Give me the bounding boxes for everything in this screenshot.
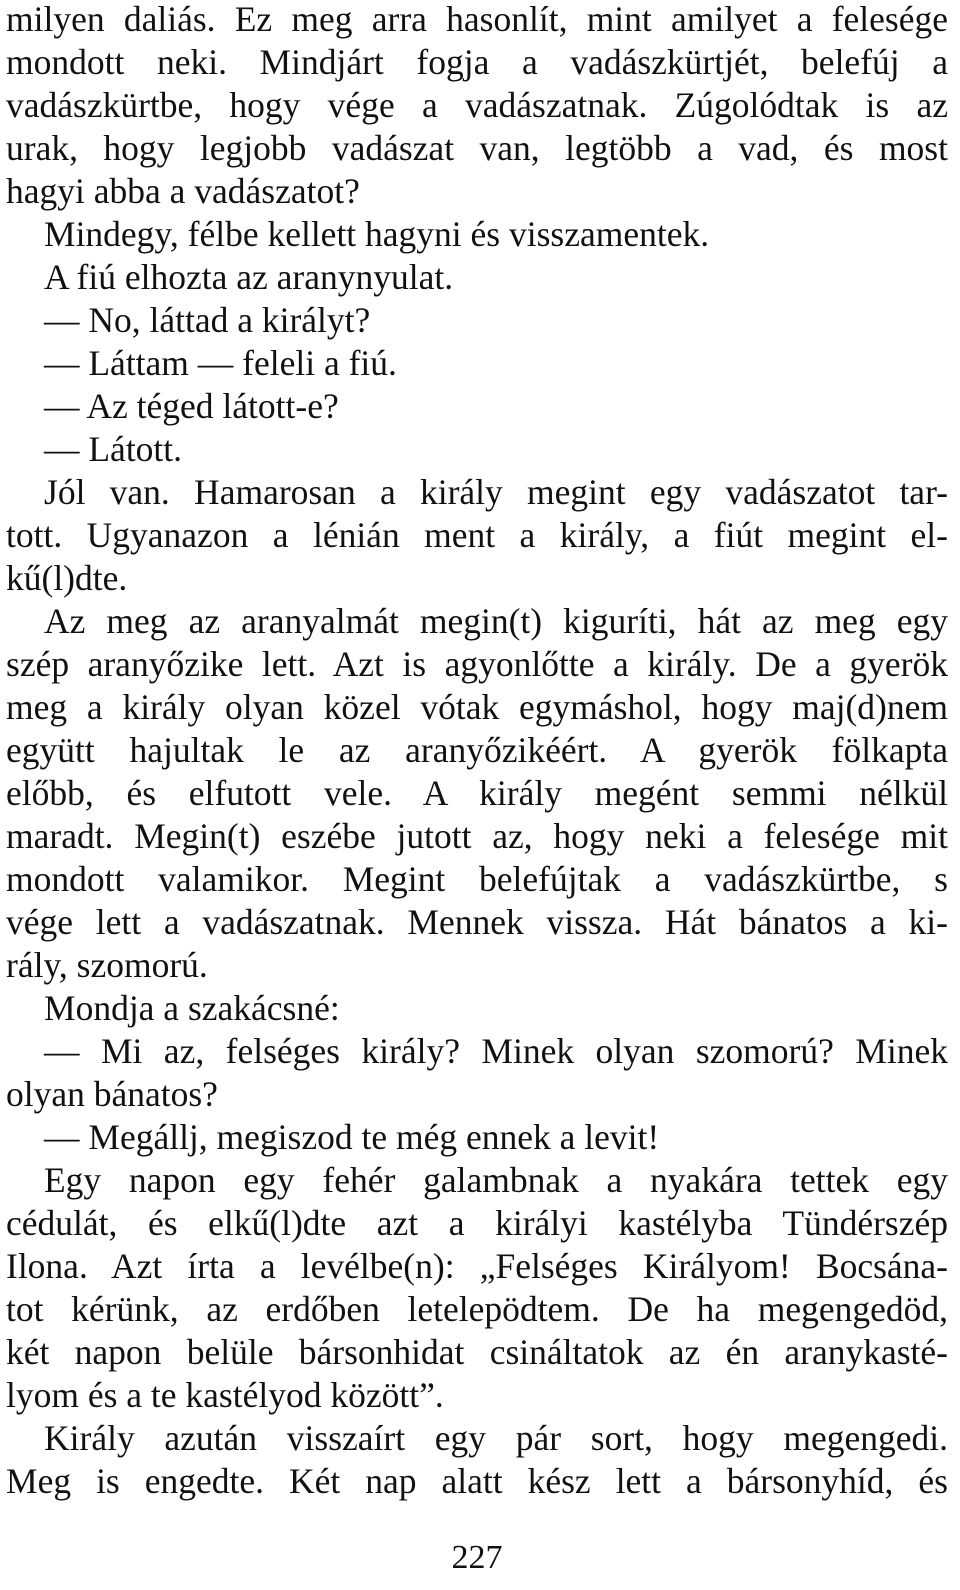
book-page [6, 0, 948, 1590]
text-line: lyom és a te kastélyod között”. [6, 1375, 444, 1415]
dialogue-line: — No, láttad a királyt? [44, 300, 371, 340]
text-line: Ilona. Azt írta a levélbe(n): „Felséges Királyom! Bocsána- [6, 1246, 948, 1286]
text-line: mondott neki. Mindjárt fogja a vadászkürtjét, belefúj a [6, 42, 948, 82]
dialogue-line: — Az téged látott-e? [44, 386, 339, 426]
text-line: meg a király olyan közel vótak egymáshol, hogy maj(d)nem [6, 687, 948, 727]
text-line: vége lett a vadászatnak. Mennek vissza. Hát bánatos a ki- [6, 902, 948, 942]
text-line: olyan bánatos? [6, 1074, 218, 1114]
text-line: együtt hajultak le az aranyőzikéért. A gyerök fölkapta [6, 730, 948, 770]
text-line: előbb, és elfutott vele. A király megént semmi nélkül [6, 773, 948, 813]
text-line: cédulát, és elkű(l)dte azt a királyi kastélyba Tündérszép [6, 1203, 948, 1243]
text-line: Jól van. Hamarosan a király megint egy vadászatot tar- [44, 472, 948, 512]
text-line: mondott valamikor. Megint belefújtak a vadászkürtbe, s [6, 859, 948, 899]
text-line: vadászkürtbe, hogy vége a vadászatnak. Zúgolódtak is az [6, 85, 948, 125]
text-line: tott. Ugyanazon a lénián ment a király, a fiút megint el- [6, 515, 948, 555]
text-line: Az meg az aranyalmát megin(t) kiguríti, hát az meg egy [44, 601, 948, 641]
text-line: A fiú elhozta az aranynyulat. [44, 257, 454, 297]
dialogue-line: — Láttam — feleli a fiú. [44, 343, 397, 383]
text-line: urak, hogy legjobb vadászat van, legtöbb a vad, és most [6, 128, 948, 168]
text-line: rály, szomorú. [6, 945, 208, 985]
text-line: Mondja a szakácsné: [44, 988, 340, 1028]
page-number: 227 [451, 1539, 503, 1576]
text-line: két napon belüle bársonhidat csináltatok az én aranykasté- [6, 1332, 948, 1372]
dialogue-line: — Látott. [44, 429, 183, 469]
text-line: Király azután visszaírt egy pár sort, hogy megengedi. [44, 1418, 948, 1458]
text-line: maradt. Megin(t) eszébe jutott az, hogy neki a felesége mit [6, 816, 948, 856]
text-line: szép aranyőzike lett. Azt is agyonlőtte a király. De a gyerök [6, 644, 948, 684]
text-line: kű(l)dte. [6, 558, 128, 598]
text-line: tot kérünk, az erdőben letelepödtem. De ha megengedöd, [6, 1289, 948, 1329]
text-line: Meg is engedte. Két nap alatt kész lett a bársonyhíd, és [6, 1461, 948, 1501]
text-line: hagyi abba a vadászatot? [6, 171, 360, 211]
dialogue-line: — Megállj, megiszod te még ennek a levit! [44, 1117, 660, 1157]
text-line: milyen daliás. Ez meg arra hasonlít, mint amilyet a felesége [6, 0, 948, 39]
text-line: Egy napon egy fehér galambnak a nyakára tettek egy [44, 1160, 948, 1200]
dialogue-line: — Mi az, felséges király? Minek olyan szomorú? Minek [44, 1031, 948, 1071]
text-line: Mindegy, félbe kellett hagyni és visszamentek. [44, 214, 710, 254]
